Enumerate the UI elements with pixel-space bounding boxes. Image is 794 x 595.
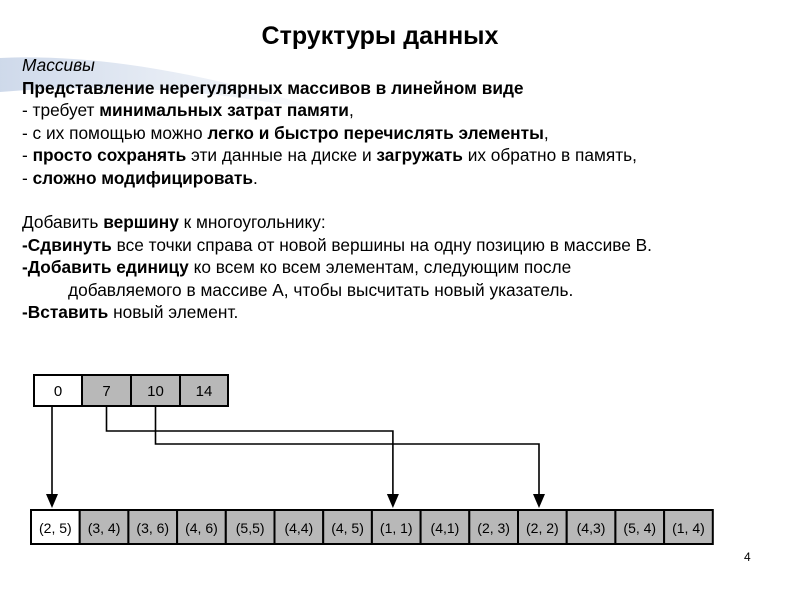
pointer-arrow-line xyxy=(156,406,540,496)
add-vertex-heading: Добавить вершину к многоугольнику: xyxy=(22,212,326,232)
array-b-value: (2, 5) xyxy=(39,520,72,536)
body-text xyxy=(22,54,652,324)
array-diagram xyxy=(0,355,794,555)
array-b xyxy=(31,510,713,544)
array-b-value: (4, 5) xyxy=(331,520,364,536)
arrow-head xyxy=(387,494,399,508)
step-item: -Вставить новый элемент. xyxy=(22,302,239,322)
array-b-value: (5,5) xyxy=(235,520,265,536)
list-item: - сложно модифицировать. xyxy=(22,167,258,188)
array-b-value: (4,1) xyxy=(430,520,460,536)
arrow-head xyxy=(533,494,545,508)
array-b-value: (4, 6) xyxy=(185,520,218,536)
page-number: 4 xyxy=(744,550,751,564)
array-a-value: 7 xyxy=(102,383,111,400)
step-item: добавляемого в массиве А, чтобы высчитать новый указатель. xyxy=(68,279,574,300)
array-a-value: 0 xyxy=(53,383,63,400)
array-b-value: (3, 4) xyxy=(87,520,121,536)
array-a-value: 10 xyxy=(147,383,164,400)
array-b-value: (3, 6) xyxy=(136,520,170,536)
subtitle: Массивы xyxy=(22,55,95,75)
list-item: - с их помощью можно легко и быстро перечислять элементы, xyxy=(22,122,549,143)
pointer-arrow-line xyxy=(107,406,393,496)
array-b-value: (2, 3) xyxy=(477,520,510,536)
page-title: Структуры данных xyxy=(261,22,499,50)
array-a xyxy=(34,375,228,406)
array-b-value: (5, 4) xyxy=(623,520,657,536)
step-item: -Добавить единицу ко всем ко всем элементам, следующим после xyxy=(22,257,572,277)
array-b-value: (4,3) xyxy=(576,520,606,536)
array-b-value: (1, 1) xyxy=(379,520,413,536)
step-item: -Сдвинуть все точки справа от новой вершины на одну позицию в массиве В. xyxy=(22,234,652,255)
list-item: - просто сохранять эти данные на диске и загружать их обратно в память, xyxy=(22,145,637,165)
array-b-value: (1, 4) xyxy=(672,520,705,536)
pointer-arrows xyxy=(46,406,545,508)
heading: Представление нерегулярных массивов в линейном виде xyxy=(22,77,524,98)
array-b-value: (2, 2) xyxy=(526,520,559,536)
array-a-value: 14 xyxy=(195,383,213,400)
array-b-value: (4,4) xyxy=(284,520,314,536)
list-item: - требует минимальных затрат памяти, xyxy=(22,100,354,120)
arrow-head xyxy=(46,494,58,508)
